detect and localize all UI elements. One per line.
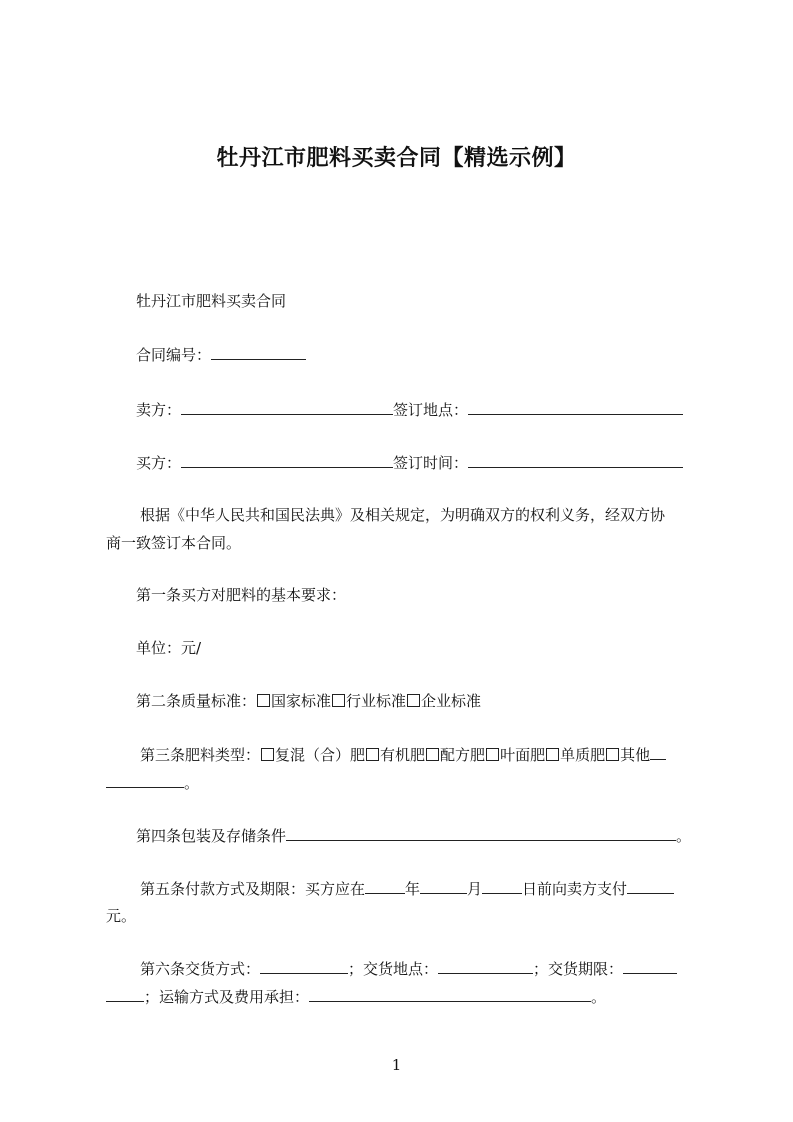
option-foliar-fertilizer: 叶面肥: [500, 746, 546, 764]
option-compound-fertilizer: 复混（合）肥: [275, 746, 366, 764]
transport-blank[interactable]: [309, 986, 591, 1002]
buyer-line: [136, 452, 683, 473]
delivery-place-label: ；交货地点：: [348, 960, 439, 978]
checkbox-enterprise-standard[interactable]: [407, 694, 420, 707]
checkbox-organic-fertilizer[interactable]: [366, 748, 379, 761]
delivery-period-label: ；交货期限：: [533, 960, 624, 978]
delivery-period-blank-part-1[interactable]: [623, 958, 677, 974]
page-number: 1: [391, 1056, 402, 1074]
intro-paragraph-line-1: 根据《中华人民共和国民法典》及相关规定，为明确双方的权利义务，经双方协: [140, 506, 666, 524]
article-3-end: 。: [184, 774, 200, 792]
option-enterprise-standard: 企业标准: [421, 692, 482, 710]
other-blank-part-1[interactable]: [650, 744, 666, 760]
article-6-label: 第六条交货方式：: [140, 960, 261, 978]
article-4-label: 第四条包装及存储条件: [136, 827, 287, 845]
option-national-standard: 国家标准: [271, 692, 332, 710]
article-2-label: 第二条质量标准：: [136, 692, 257, 710]
buyer-label: 买方：: [136, 454, 182, 472]
year-text: 年: [405, 880, 421, 898]
payment-year-blank[interactable]: [365, 878, 405, 894]
article-1: 第一条买方对肥料的基本要求：: [136, 586, 347, 604]
article-5-continued: 元。: [106, 907, 137, 925]
article-5: [140, 878, 674, 899]
contract-number-label: 合同编号：: [136, 346, 212, 364]
checkbox-formula-fertilizer[interactable]: [426, 748, 439, 761]
packaging-blank[interactable]: [286, 825, 676, 841]
contract-number-line: [136, 344, 306, 365]
article-5-label: 第五条付款方式及期限：买方应在: [140, 880, 366, 898]
intro-paragraph-line-2: 商一致签订本合同。: [106, 534, 242, 552]
checkbox-foliar-fertilizer[interactable]: [486, 748, 499, 761]
contract-subtitle: 牡丹江市肥料买卖合同: [136, 292, 287, 310]
sign-time-blank[interactable]: [468, 452, 683, 468]
seller-label: 卖方：: [136, 401, 182, 419]
checkbox-national-standard[interactable]: [257, 694, 270, 707]
article-3-continued: [106, 772, 199, 793]
day-text: 日前向卖方支付: [522, 880, 628, 898]
article-3-label: 第三条肥料类型：: [140, 746, 261, 764]
article-6-end: 。: [591, 988, 607, 1006]
payment-day-blank[interactable]: [482, 878, 522, 894]
checkbox-compound-fertilizer[interactable]: [261, 748, 274, 761]
seller-line: [136, 399, 683, 420]
option-other: 其他: [620, 746, 651, 764]
article-6: [140, 958, 677, 979]
payment-month-blank[interactable]: [420, 878, 467, 894]
payment-amount-blank[interactable]: [627, 878, 674, 894]
sign-time-label: 签订时间：: [393, 454, 469, 472]
seller-blank[interactable]: [181, 399, 393, 415]
unit-line: 单位：元/: [136, 639, 202, 657]
option-single-fertilizer: 单质肥: [560, 746, 606, 764]
checkbox-industry-standard[interactable]: [332, 694, 345, 707]
article-4-end: 。: [676, 827, 692, 845]
checkbox-other[interactable]: [606, 748, 619, 761]
transport-label: ；运输方式及费用承担：: [144, 988, 310, 1006]
buyer-blank[interactable]: [181, 452, 393, 468]
sign-place-label: 签订地点：: [393, 401, 469, 419]
option-organic-fertilizer: 有机肥: [380, 746, 426, 764]
delivery-method-blank[interactable]: [260, 958, 348, 974]
article-4: [136, 825, 691, 846]
document-title: 牡丹江市肥料买卖合同【精选示例】: [216, 146, 577, 171]
contract-number-blank[interactable]: [211, 344, 306, 360]
delivery-period-blank-part-2[interactable]: [106, 986, 144, 1002]
option-formula-fertilizer: 配方肥: [440, 746, 486, 764]
article-3: [140, 744, 666, 765]
sign-place-blank[interactable]: [468, 399, 683, 415]
article-6-continued: [106, 986, 606, 1007]
other-blank-part-2[interactable]: [106, 772, 184, 788]
delivery-place-blank[interactable]: [438, 958, 533, 974]
checkbox-single-fertilizer[interactable]: [546, 748, 559, 761]
article-2: [136, 691, 481, 711]
month-text: 月: [467, 880, 483, 898]
option-industry-standard: 行业标准: [346, 692, 407, 710]
